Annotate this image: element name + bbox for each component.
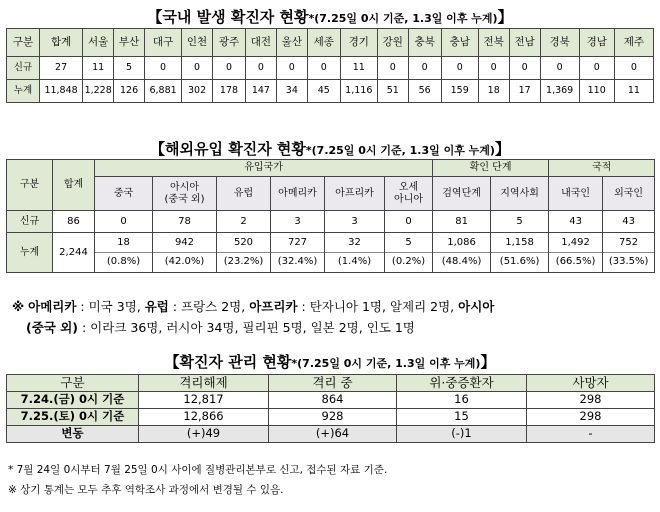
domestic-header-cell: 충남 bbox=[441, 29, 478, 57]
overseas-sh-asia-2: (중국 외) bbox=[164, 193, 205, 205]
domestic-cell: 0 bbox=[579, 57, 614, 80]
domestic-header-cell: 전남 bbox=[509, 29, 540, 57]
domestic-cell: 0 bbox=[182, 57, 213, 80]
domestic-header-cell: 대전 bbox=[245, 29, 276, 57]
domestic-table bbox=[6, 28, 654, 103]
overseas-cum-value: 5 bbox=[405, 237, 412, 248]
domestic-row-label: 누계 bbox=[7, 80, 40, 103]
overseas-cum-cell bbox=[325, 233, 385, 273]
domestic-cell: 0 bbox=[145, 57, 182, 80]
overseas-new-total: 86 bbox=[53, 211, 95, 233]
domestic-cell: 147 bbox=[245, 80, 276, 103]
overseas-sh-oceania-2: 아니아 bbox=[394, 193, 424, 205]
domestic-header-cell: 대구 bbox=[145, 29, 182, 57]
domestic-cell: 0 bbox=[276, 57, 307, 80]
management-row-label: 7.24.(금) 0시 기준 bbox=[7, 392, 139, 409]
overseas-new-cell: 0 bbox=[95, 211, 153, 233]
domestic-header-cell: 경북 bbox=[540, 29, 579, 57]
overseas-sh-community: 지역사회 bbox=[491, 177, 549, 211]
domestic-cell: 302 bbox=[182, 80, 213, 103]
overseas-h-country: 유입국가 bbox=[95, 160, 433, 177]
domestic-cell: 0 bbox=[377, 57, 408, 80]
overseas-cum-pct: (66.5%) bbox=[549, 252, 602, 271]
overseas-cum-value: 32 bbox=[348, 237, 361, 248]
management-row-725 bbox=[7, 409, 655, 426]
domestic-new-row bbox=[7, 57, 654, 80]
note-europe-label: 유럽 bbox=[144, 299, 169, 314]
overseas-cum-pct: (0.2%) bbox=[385, 252, 432, 271]
overseas-cum-pct: (1.4%) bbox=[325, 252, 384, 271]
domestic-cell: 110 bbox=[579, 80, 614, 103]
overseas-sh-china: 중국 bbox=[95, 177, 153, 211]
overseas-cum-pct: (48.4%) bbox=[433, 252, 490, 271]
management-cell: 864 bbox=[269, 392, 397, 409]
overseas-new-cell: 3 bbox=[271, 211, 325, 233]
domestic-cell: 45 bbox=[307, 80, 340, 103]
management-title-main: 【확진자 관리 현황 bbox=[164, 353, 292, 371]
management-cell: 12,817 bbox=[139, 392, 269, 409]
management-cell: (+)49 bbox=[139, 426, 269, 443]
domestic-row-label: 신규 bbox=[7, 57, 40, 80]
overseas-new-cell: 3 bbox=[325, 211, 385, 233]
domestic-cum-row bbox=[7, 80, 654, 103]
management-cell: (+)64 bbox=[269, 426, 397, 443]
overseas-new-cell: 2 bbox=[217, 211, 271, 233]
note-mark: ※ bbox=[12, 299, 25, 314]
overseas-cum-cell bbox=[95, 233, 153, 273]
overseas-sh-europe: 유럽 bbox=[217, 177, 271, 211]
domestic-header-cell: 구분 bbox=[7, 29, 40, 57]
overseas-cum-cell bbox=[549, 233, 603, 273]
management-header-row bbox=[7, 375, 655, 392]
overseas-cum-total: 2,244 bbox=[53, 233, 95, 273]
domestic-cell: 1,228 bbox=[83, 80, 114, 103]
overseas-new-cell: 78 bbox=[153, 211, 217, 233]
overseas-new-cell: 5 bbox=[491, 211, 549, 233]
overseas-table bbox=[6, 159, 655, 273]
overseas-cum-cell bbox=[385, 233, 433, 273]
domestic-cell: 0 bbox=[245, 57, 276, 80]
domestic-cell: 11 bbox=[340, 57, 377, 80]
domestic-cell: 11,848 bbox=[39, 80, 82, 103]
overseas-sh-asia-1: 아시아 bbox=[170, 182, 199, 193]
domestic-header-cell: 전북 bbox=[478, 29, 509, 57]
domestic-cell: 0 bbox=[441, 57, 478, 80]
overseas-cum-cell bbox=[153, 233, 217, 273]
domestic-header-cell: 세종 bbox=[307, 29, 340, 57]
overseas-cum-value: 1,158 bbox=[505, 237, 534, 248]
region-note-line2 bbox=[26, 318, 415, 336]
management-cell: 12,866 bbox=[139, 409, 269, 426]
management-row-label: 변동 bbox=[7, 426, 139, 443]
domestic-cell: 34 bbox=[276, 80, 307, 103]
management-row-label: 7.25.(토) 0시 기준 bbox=[7, 409, 139, 426]
management-cell: 16 bbox=[397, 392, 527, 409]
domestic-header-cell: 서울 bbox=[83, 29, 114, 57]
overseas-cum-value: 1,492 bbox=[561, 237, 590, 248]
footnote-1: * 7월 24일 0시부터 7월 25일 0시 사이에 질병관리본부로 신고, 접수된 자료 기준. bbox=[8, 464, 388, 476]
note-asia-text: : 이라크 36명, 러시아 34명, 필리핀 5명, 일본 2명, 인도 1명 bbox=[78, 320, 415, 335]
domestic-header-cell: 경기 bbox=[340, 29, 377, 57]
domestic-header-cell: 충북 bbox=[408, 29, 441, 57]
domestic-title-sub: *(7.25일 0시 기준, 1.3일 이후 누계) bbox=[308, 12, 498, 25]
management-cell: 298 bbox=[527, 392, 655, 409]
domestic-cell: 178 bbox=[213, 80, 246, 103]
domestic-cell: 56 bbox=[408, 80, 441, 103]
domestic-cell: 159 bbox=[441, 80, 478, 103]
note-america-label: 아메리카 bbox=[28, 299, 77, 314]
management-cell: (-)1 bbox=[397, 426, 527, 443]
domestic-header-cell: 강원 bbox=[377, 29, 408, 57]
overseas-cum-pct: (42.0%) bbox=[153, 252, 216, 271]
domestic-cell: 17 bbox=[509, 80, 540, 103]
management-title-end: 】 bbox=[480, 353, 496, 371]
overseas-cum-pct: (51.6%) bbox=[491, 252, 548, 271]
domestic-cell: 1,116 bbox=[340, 80, 377, 103]
overseas-sh-foreign: 외국인 bbox=[603, 177, 655, 211]
domestic-header-cell: 제주 bbox=[614, 29, 653, 57]
domestic-header-row bbox=[7, 29, 654, 57]
note-europe-text: : 프랑스 2명, bbox=[168, 299, 250, 314]
management-cell: - bbox=[527, 426, 655, 443]
note-asia-label2: (중국 외) bbox=[26, 320, 79, 335]
overseas-cum-cell bbox=[433, 233, 491, 273]
domestic-cell: 18 bbox=[478, 80, 509, 103]
overseas-sh-oceania-1: 오세 bbox=[398, 182, 419, 193]
management-header-cell: 격리해제 bbox=[139, 375, 269, 392]
domestic-cell: 1,369 bbox=[540, 80, 579, 103]
overseas-cum-cell bbox=[217, 233, 271, 273]
domestic-header-cell: 경남 bbox=[579, 29, 614, 57]
domestic-cell: 0 bbox=[408, 57, 441, 80]
domestic-header-cell: 인천 bbox=[182, 29, 213, 57]
overseas-cum-cell bbox=[491, 233, 549, 273]
overseas-new-label: 신규 bbox=[7, 211, 53, 233]
management-table bbox=[6, 374, 655, 443]
overseas-sh-asia bbox=[153, 177, 217, 211]
management-title-sub: *(7.25일 0시 기준, 1.3일 이후 누계) bbox=[291, 357, 481, 370]
overseas-h-stage: 확인 단계 bbox=[433, 160, 549, 177]
overseas-cum-value: 1,086 bbox=[447, 237, 476, 248]
management-header-cell: 사망자 bbox=[527, 375, 655, 392]
overseas-title-main: 【해외유입 확진자 현황 bbox=[150, 140, 306, 158]
overseas-cum-value: 752 bbox=[619, 237, 639, 248]
domestic-cell: 5 bbox=[114, 57, 145, 80]
overseas-cum-label: 누계 bbox=[7, 233, 53, 273]
note-asia-label: 아시아 bbox=[458, 299, 495, 314]
domestic-header-cell: 광주 bbox=[213, 29, 246, 57]
domestic-cell: 11 bbox=[614, 80, 653, 103]
domestic-cell: 0 bbox=[213, 57, 246, 80]
domestic-cell: 6,881 bbox=[145, 80, 182, 103]
domestic-header-cell: 부산 bbox=[114, 29, 145, 57]
note-africa-label: 아프리카 bbox=[249, 299, 298, 314]
domestic-title-main: 【국내 발생 확진자 현황 bbox=[147, 8, 309, 26]
domestic-header-cell: 합계 bbox=[39, 29, 82, 57]
overseas-h-gubun: 구분 bbox=[7, 160, 53, 211]
management-header-cell: 격리 중 bbox=[269, 375, 397, 392]
region-note-line1 bbox=[12, 297, 494, 315]
overseas-new-cell: 0 bbox=[385, 211, 433, 233]
overseas-cum-pct: (33.5%) bbox=[603, 252, 654, 271]
domestic-title bbox=[0, 6, 660, 27]
management-cell: 15 bbox=[397, 409, 527, 426]
overseas-cum-cell bbox=[603, 233, 655, 273]
domestic-title-end: 】 bbox=[497, 8, 513, 26]
domestic-cell: 0 bbox=[614, 57, 653, 80]
management-title bbox=[0, 351, 660, 372]
domestic-cell: 0 bbox=[478, 57, 509, 80]
overseas-title-end: 】 bbox=[494, 140, 510, 158]
overseas-cum-pct: (0.8%) bbox=[95, 252, 152, 271]
note-africa-text: : 탄자니아 1명, 알제리 2명, bbox=[297, 299, 459, 314]
domestic-cell: 0 bbox=[509, 57, 540, 80]
domestic-cell: 51 bbox=[377, 80, 408, 103]
overseas-sh-africa: 아프리카 bbox=[325, 177, 385, 211]
domestic-cell: 11 bbox=[83, 57, 114, 80]
note-america-text: : 미국 3명, bbox=[76, 299, 145, 314]
overseas-cum-cell bbox=[271, 233, 325, 273]
overseas-sh-oceania bbox=[385, 177, 433, 211]
overseas-cum-pct: (32.4%) bbox=[271, 252, 324, 271]
domestic-cell: 126 bbox=[114, 80, 145, 103]
domestic-cell: 0 bbox=[540, 57, 579, 80]
overseas-title bbox=[0, 138, 660, 159]
overseas-new-cell: 43 bbox=[549, 211, 603, 233]
footnote-2: ※ 상기 통계는 모두 추후 역학조사 과정에서 변경될 수 있음. bbox=[8, 484, 284, 496]
domestic-cell: 0 bbox=[307, 57, 340, 80]
overseas-h-nation: 국적 bbox=[549, 160, 655, 177]
overseas-sh-quarantine: 검역단계 bbox=[433, 177, 491, 211]
overseas-cum-value: 727 bbox=[287, 237, 308, 248]
overseas-cum-value: 942 bbox=[174, 237, 195, 248]
management-cell: 928 bbox=[269, 409, 397, 426]
overseas-title-sub: *(7.25일 0시 기준, 1.3일 이후 누계) bbox=[305, 144, 495, 157]
overseas-cum-value: 18 bbox=[117, 237, 130, 248]
overseas-new-cell: 43 bbox=[603, 211, 655, 233]
management-header-cell: 위·중증환자 bbox=[397, 375, 527, 392]
overseas-h-total: 합계 bbox=[53, 160, 95, 211]
management-header-cell: 구분 bbox=[7, 375, 139, 392]
overseas-cum-value: 520 bbox=[233, 237, 254, 248]
overseas-new-cell: 81 bbox=[433, 211, 491, 233]
management-row-change bbox=[7, 426, 655, 443]
management-cell: 298 bbox=[527, 409, 655, 426]
overseas-cum-pct: (23.2%) bbox=[217, 252, 270, 271]
overseas-sh-america: 아메리카 bbox=[271, 177, 325, 211]
domestic-header-cell: 울산 bbox=[276, 29, 307, 57]
management-row-724 bbox=[7, 392, 655, 409]
domestic-cell: 27 bbox=[39, 57, 82, 80]
overseas-sh-korean: 내국인 bbox=[549, 177, 603, 211]
